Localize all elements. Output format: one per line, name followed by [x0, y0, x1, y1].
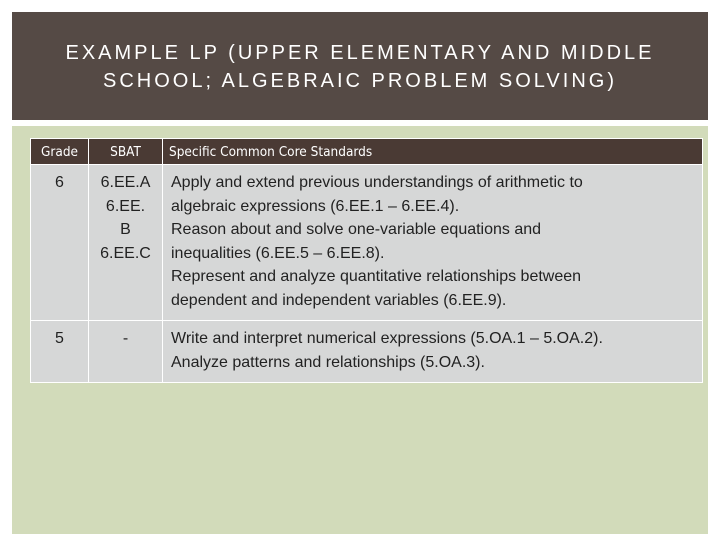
- table-row: [31, 321, 703, 383]
- standard-line: Write and interpret numerical expressions (5.OA.1 – 5.OA.2).: [171, 330, 603, 347]
- slide-title-bar: [12, 12, 708, 120]
- sbat-cell: [89, 165, 163, 321]
- standard-line: Reason about and solve one-variable equations and: [171, 221, 542, 238]
- header-grade: Grade: [31, 139, 89, 165]
- header-sbat: SBAT: [89, 139, 163, 165]
- sbat-line: 6.EE.C: [100, 244, 151, 262]
- standards-cell: [163, 165, 703, 321]
- standard-line: Represent and analyze quantitative relationships between: [171, 268, 582, 285]
- sbat-cell: [89, 321, 163, 383]
- sbat-line: -: [122, 330, 129, 347]
- grade-cell: 6: [31, 165, 89, 321]
- standard-line: Analyze patterns and relationships (5.OA.3).: [171, 353, 485, 371]
- grade-cell: 5: [31, 321, 89, 383]
- standard-line: algebraic expressions (6.EE.1 – 6.EE.4).: [171, 197, 460, 215]
- standard-line: Apply and extend previous understandings of arithmetic to: [171, 174, 583, 191]
- sbat-line: B: [120, 221, 131, 238]
- standards-table: [30, 138, 703, 383]
- slide-title-line-1: EXAMPLE LP (UPPER ELEMENTARY AND MIDDLE: [65, 42, 655, 64]
- standard-line: inequalities (6.EE.5 – 6.EE.8).: [171, 244, 385, 262]
- table-row: [31, 165, 703, 321]
- header-standards: Specific Common Core Standards: [163, 139, 703, 165]
- sbat-line: 6.EE.A: [100, 174, 151, 191]
- slide-title-line-2: SCHOOL; ALGEBRAIC PROBLEM SOLVING): [103, 70, 617, 92]
- table-header-row: [31, 139, 703, 165]
- sbat-line: 6.EE.: [105, 197, 146, 215]
- standard-line: dependent and independent variables (6.EE.9).: [171, 291, 507, 309]
- standards-cell: [163, 321, 703, 383]
